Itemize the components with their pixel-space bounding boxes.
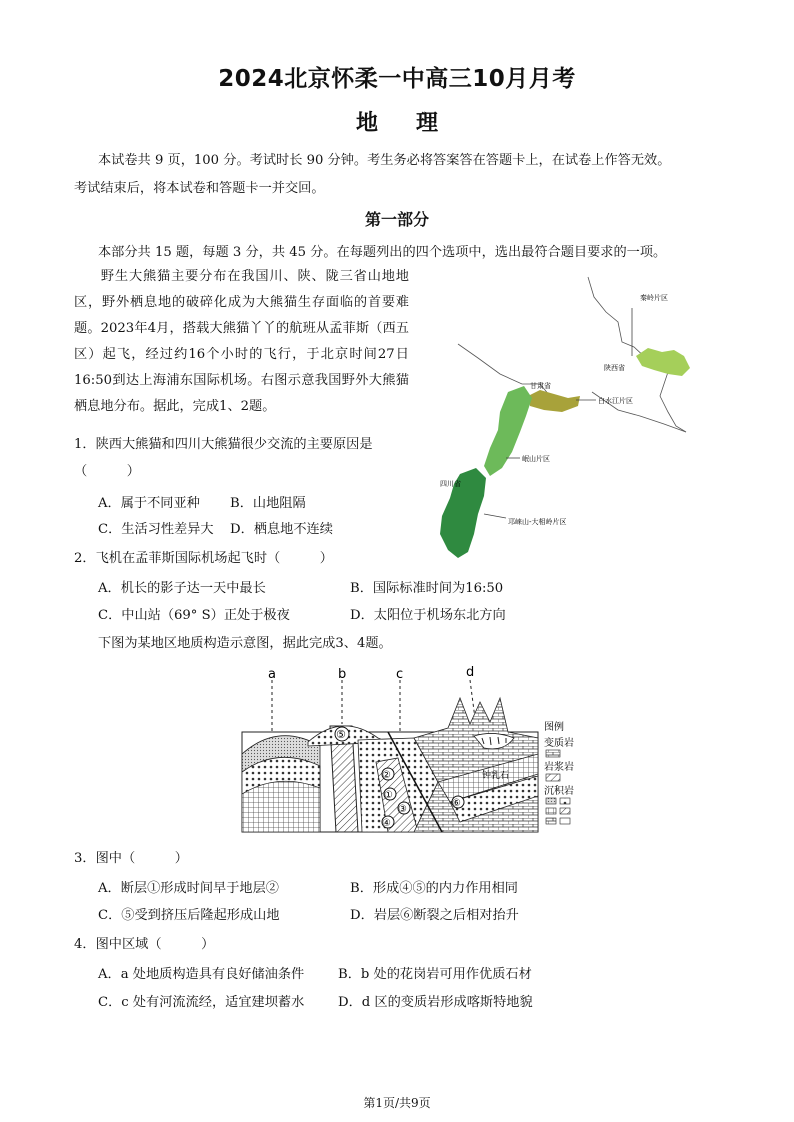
instructions-line-1: 本试卷共 9 页，100 分。考试时长 90 分钟。考生务必将答案答在答题卡上，在试卷上作答无效。 [98, 153, 671, 168]
panda-habitat-map [428, 272, 698, 572]
q1-option-d: D．栖息地不连续 [230, 522, 333, 537]
map-label-sichuan: 四川省 [440, 480, 461, 488]
geological-structure-diagram [238, 662, 590, 840]
map-label-qionglai: 邛崃山-大相岭片区 [508, 518, 567, 526]
subject-title: 地理 [355, 111, 476, 136]
page-number: 第1页/共9页 [363, 1096, 431, 1110]
qinling-habitat [636, 348, 690, 376]
q1-stem: 1．陕西大熊猫和四川大熊猫很少交流的主要原因是 [74, 437, 373, 452]
marker-1: ① [384, 790, 393, 801]
q3-option-c: C．⑤受到挤压后隆起形成山地 [98, 908, 280, 923]
label-d: d [466, 665, 475, 680]
q2-option-a: A．机长的影子达一天中最长 [98, 581, 266, 596]
cave-label: 钟乳石 [482, 771, 510, 781]
baishuijiang-habitat [528, 390, 580, 412]
map-label-gansu: 甘肃省 [530, 382, 551, 390]
q4-option-d: D．d 区的变质岩形成喀斯特地貌 [338, 995, 533, 1010]
passage-1-text: 野生大熊猫主要分布在我国川、陕、陇三省山地地区，野外栖息地的破碎化成为大熊猫生存面临的首要难题。2023年4月，搭载大熊猫丫丫的航班从孟菲斯（西五区）起飞，经过约16个小时的飞行，于北京时间27日16:50到达上海浦东国际机场。右图示意我国野外大熊猫栖息地分布。据此，完成1、2题。 [74, 269, 409, 414]
q1-option-a: A．属于不同亚种 [98, 496, 200, 511]
q4-stem: 4．图中区域（ ） [74, 937, 215, 952]
q4-option-a: A．a 处地质构造具有良好储油条件 [98, 967, 305, 982]
instructions-line-2: 考试结束后，将本试卷和答题卡一并交回。 [74, 181, 325, 196]
legend-igneous: 岩浆岩 [544, 762, 574, 773]
q4-option-b: B．b 处的花岗岩可用作优质石材 [338, 967, 532, 982]
part-heading: 第一部分 [364, 210, 429, 229]
q3-stem: 3．图中（ ） [74, 851, 188, 866]
passage-1 [74, 264, 409, 420]
passage-2: 下图为某地区地质构造示意图，据此完成3、4题。 [98, 636, 392, 651]
q1-option-b: B．山地阻隔 [230, 496, 306, 511]
label-c: c [396, 667, 404, 682]
q1-blank: （ ） [74, 464, 140, 479]
label-b: b [338, 667, 347, 682]
exam-title: 2024北京怀柔一中高三10月月考 [218, 66, 576, 92]
marker-2: ② [382, 770, 391, 781]
map-label-shaanxi: 陕西省 [604, 364, 625, 372]
marker-6: ⑥ [452, 798, 461, 809]
legend-title: 图例 [544, 722, 564, 733]
q2-option-b: B．国际标准时间为16:50 [350, 581, 504, 596]
label-a: a [268, 667, 276, 682]
q4-option-c: C．c 处有河流流经，适宜建坝蓄水 [98, 995, 305, 1010]
q2-option-d: D．太阳位于机场东北方向 [350, 608, 506, 623]
q1-option-c: C．生活习性差异大 [98, 522, 214, 537]
map-label-qinling: 秦岭片区 [640, 294, 668, 302]
legend-metamorphic: 变质岩 [544, 738, 574, 749]
legend-sedimentary: 沉积岩 [544, 786, 574, 797]
marker-5: ⑤ [336, 728, 346, 741]
marker-3: ③ [398, 804, 407, 815]
q2-option-c: C．中山站（69° S）正处于极夜 [98, 608, 290, 623]
q3-option-d: D．岩层⑥断裂之后相对抬升 [350, 908, 519, 923]
map-label-minshan: 岷山片区 [522, 455, 550, 463]
map-label-baishuijiang: 白水江片区 [598, 397, 633, 405]
marker-4: ④ [382, 818, 391, 829]
q2-stem: 2．飞机在孟菲斯国际机场起飞时（ ） [74, 551, 333, 566]
q3-option-b: B．形成④⑤的内力作用相同 [350, 881, 518, 896]
part-intro: 本部分共 15 题，每题 3 分，共 45 分。在每题列出的四个选项中，选出最符合题目要求的一项。 [98, 245, 667, 260]
q3-option-a: A．断层①形成时间早于地层② [98, 881, 279, 896]
